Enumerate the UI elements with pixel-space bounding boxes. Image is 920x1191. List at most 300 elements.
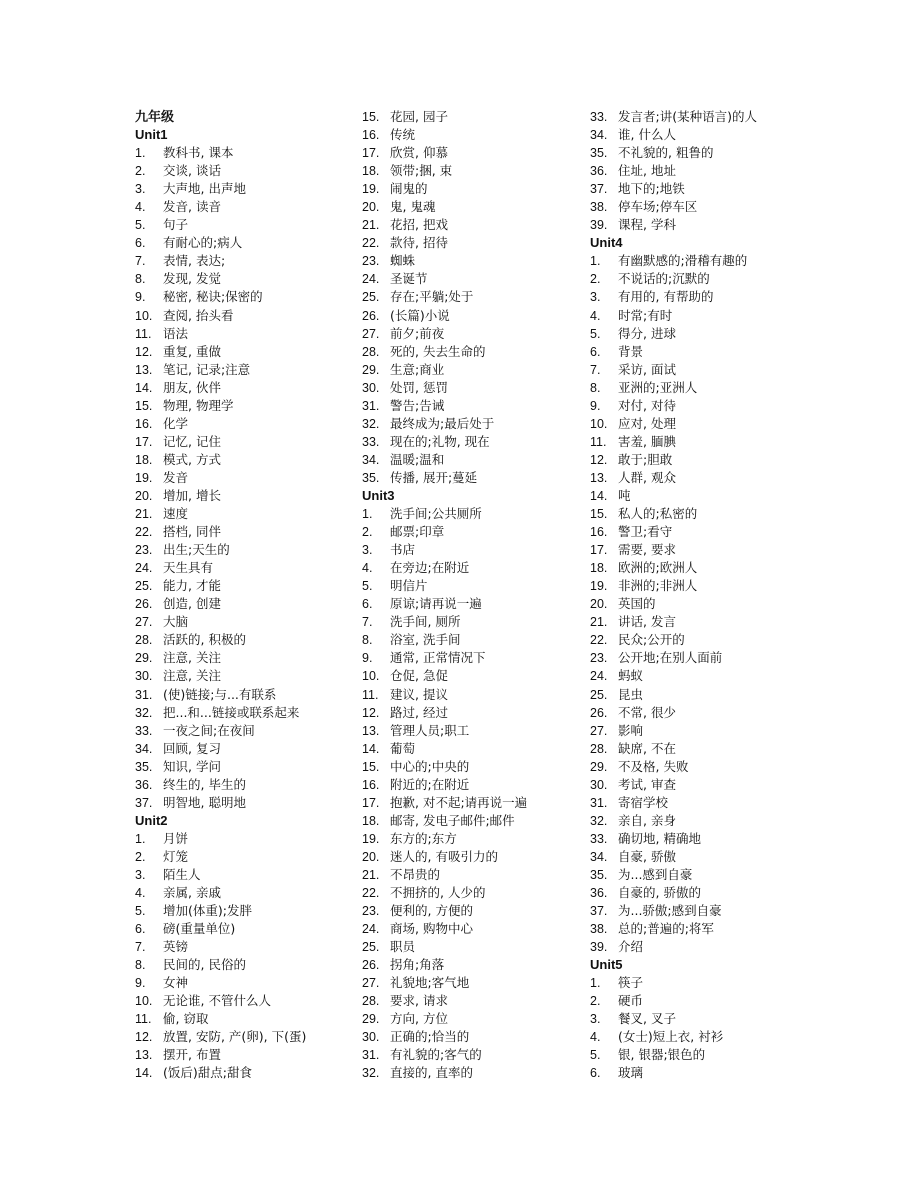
entry-number: 19. <box>135 470 153 485</box>
vocab-entry <box>362 397 582 415</box>
entry-meaning: 领带;捆, 束 <box>390 163 453 179</box>
entry-meaning: 不常, 很少 <box>618 704 676 720</box>
entry-number: 4. <box>590 1030 601 1045</box>
entry-number: 4. <box>135 886 146 901</box>
vocab-entry <box>590 920 820 938</box>
vocab-entry <box>362 415 582 433</box>
vocab-entry <box>362 704 582 722</box>
entry-meaning: 非洲的;非洲人 <box>618 578 698 594</box>
vocab-entry <box>590 415 820 433</box>
entry-meaning: 害羞, 腼腆 <box>618 433 676 449</box>
entry-number: 17. <box>362 146 380 161</box>
entry-meaning: 东方的;东方 <box>390 830 457 846</box>
vocab-entry <box>362 288 582 306</box>
entry-meaning: 考试, 审查 <box>618 776 676 792</box>
entry-number: 37. <box>590 182 608 197</box>
entry-meaning: 欣赏, 仰慕 <box>390 145 448 161</box>
entry-meaning: 注意, 关注 <box>163 668 221 684</box>
section-heading: Unit3 <box>362 487 395 503</box>
entry-number: 6. <box>135 922 146 937</box>
entry-number: 2. <box>362 525 373 540</box>
entry-meaning: 英镑 <box>163 939 189 955</box>
entry-meaning: 为...感到自豪 <box>618 866 693 882</box>
vocab-entry <box>135 505 355 523</box>
entry-meaning: 公开地;在别人面前 <box>618 650 723 666</box>
entry-meaning: 大脑 <box>163 614 189 630</box>
vocab-entry <box>362 938 582 956</box>
vocab-entry <box>362 974 582 992</box>
vocab-entry <box>135 595 355 613</box>
entry-meaning: 不昂贵的 <box>390 866 441 882</box>
entry-meaning: 搭档, 同伴 <box>163 524 221 540</box>
entry-meaning: 民间的, 民俗的 <box>163 957 246 973</box>
vocab-entry <box>590 722 820 740</box>
entry-number: 19. <box>362 182 380 197</box>
entry-meaning: 银, 银器;银色的 <box>618 1047 706 1063</box>
entry-meaning: 大声地, 出声地 <box>163 181 246 197</box>
entry-number: 32. <box>362 416 380 431</box>
entry-number: 4. <box>362 561 373 576</box>
entry-number: 13. <box>135 1048 153 1063</box>
entry-number: 2. <box>135 849 146 864</box>
vocab-entry <box>362 307 582 325</box>
vocab-entry <box>590 487 820 505</box>
entry-number: 14. <box>362 741 380 756</box>
vocab-entry <box>590 884 820 902</box>
entry-meaning: 浴室, 洗手间 <box>390 632 461 648</box>
entry-number: 1. <box>362 507 373 522</box>
entry-meaning: 在旁边;在附近 <box>390 560 470 576</box>
entry-meaning: 人群, 观众 <box>618 469 676 485</box>
entry-meaning: 正确的;恰当的 <box>390 1029 470 1045</box>
vocab-entry <box>135 162 355 180</box>
entry-meaning: 圣诞节 <box>390 271 428 287</box>
vocab-entry <box>362 198 582 216</box>
entry-number: 14. <box>135 1066 153 1081</box>
entry-meaning: 住址, 地址 <box>618 163 676 179</box>
vocab-entry <box>135 667 355 685</box>
entry-meaning: 便利的, 方便的 <box>390 903 473 919</box>
entry-meaning: 私人的;私密的 <box>618 506 698 522</box>
entry-meaning: (女士)短上衣, 衬衫 <box>618 1029 724 1045</box>
entry-number: 33. <box>362 434 380 449</box>
entry-meaning: 迷人的, 有吸引力的 <box>390 848 498 864</box>
vocab-entry <box>135 397 355 415</box>
vocab-entry <box>590 631 820 649</box>
vocab-entry <box>590 325 820 343</box>
vocab-entry <box>135 974 355 992</box>
entry-meaning: 礼貌地;客气地 <box>390 975 470 991</box>
vocab-entry <box>590 559 820 577</box>
entry-number: 5. <box>590 1048 601 1063</box>
vocab-entry <box>590 776 820 794</box>
entry-number: 9. <box>135 290 146 305</box>
entry-meaning: 速度 <box>163 506 189 522</box>
entry-number: 20. <box>135 488 153 503</box>
entry-meaning: 敢于;胆敢 <box>618 451 673 467</box>
vocab-entry <box>362 1010 582 1028</box>
entry-number: 28. <box>590 741 608 756</box>
vocab-entry <box>135 487 355 505</box>
entry-number: 30. <box>135 669 153 684</box>
entry-number: 17. <box>135 434 153 449</box>
entry-number: 11. <box>135 326 152 341</box>
vocab-entry <box>135 956 355 974</box>
entry-number: 6. <box>590 344 601 359</box>
vocab-entry <box>362 180 582 198</box>
vocab-entry <box>135 938 355 956</box>
entry-number: 33. <box>590 110 608 124</box>
vocab-entry <box>362 1064 582 1082</box>
vocab-entry <box>135 451 355 469</box>
entry-number: 30. <box>590 777 608 792</box>
vocab-entry <box>590 433 820 451</box>
entry-number: 5. <box>362 579 373 594</box>
vocab-entry <box>590 379 820 397</box>
entry-number: 6. <box>590 1066 601 1081</box>
vocab-entry <box>362 884 582 902</box>
vocab-entry <box>362 722 582 740</box>
entry-meaning: 出生;天生的 <box>163 542 230 558</box>
vocab-entry <box>135 343 355 361</box>
entry-meaning: 磅(重量单位) <box>163 921 236 937</box>
entry-number: 1. <box>135 146 146 161</box>
entry-number: 8. <box>362 633 373 648</box>
vocab-entry <box>590 505 820 523</box>
entry-number: 20. <box>362 200 380 215</box>
vocab-entry <box>135 992 355 1010</box>
entry-meaning: 拐角;角落 <box>390 957 445 973</box>
vocab-entry <box>362 667 582 685</box>
entry-number: 26. <box>590 705 608 720</box>
entry-meaning: (使)链接;与...有联系 <box>163 686 277 702</box>
vocab-entry <box>590 902 820 920</box>
entry-number: 22. <box>135 525 153 540</box>
vocab-entry <box>135 270 355 288</box>
vocab-entry <box>590 343 820 361</box>
vocab-entry <box>135 758 355 776</box>
entry-meaning: 介绍 <box>618 939 644 955</box>
entry-meaning: 前夕;前夜 <box>390 325 445 341</box>
entry-meaning: 谁, 什么人 <box>618 127 676 143</box>
vocab-entry <box>135 830 355 848</box>
entry-meaning: 葡萄 <box>390 740 416 756</box>
entry-number: 23. <box>135 543 153 558</box>
entry-number: 8. <box>135 272 146 287</box>
entry-meaning: 需要, 要求 <box>618 542 676 558</box>
entry-number: 19. <box>362 831 380 846</box>
entry-meaning: 温暖;温和 <box>390 451 445 467</box>
vocab-entry <box>362 992 582 1010</box>
entry-meaning: 月饼 <box>163 830 189 846</box>
entry-meaning: 死的, 失去生命的 <box>390 343 486 359</box>
entry-number: 17. <box>362 795 380 810</box>
entry-number: 15. <box>362 110 380 124</box>
entry-meaning: 存在;平躺;处于 <box>390 289 474 305</box>
entry-number: 22. <box>590 633 608 648</box>
vocab-entry <box>135 325 355 343</box>
entry-meaning: 仓促, 急促 <box>390 668 448 684</box>
entry-meaning: 花园, 园子 <box>390 109 448 124</box>
vocab-entry <box>362 252 582 270</box>
vocab-entry <box>590 252 820 270</box>
entry-meaning: 偷, 窃取 <box>163 1011 209 1027</box>
vocab-entry <box>590 270 820 288</box>
vocab-entry <box>590 541 820 559</box>
entry-number: 6. <box>362 597 373 612</box>
entry-meaning: 有用的, 有帮助的 <box>618 289 714 305</box>
entry-meaning: 记忆, 记住 <box>163 433 221 449</box>
entry-number: 5. <box>590 326 601 341</box>
vocab-entry <box>362 162 582 180</box>
entry-number: 24. <box>362 272 380 287</box>
entry-number: 18. <box>135 452 153 467</box>
entry-meaning: 洗手间, 厕所 <box>390 614 461 630</box>
entry-number: 28. <box>362 344 380 359</box>
entry-number: 2. <box>590 994 601 1009</box>
vocab-entry <box>362 794 582 812</box>
entry-number: 8. <box>135 958 146 973</box>
vocab-entry <box>590 397 820 415</box>
vocab-entry <box>362 505 582 523</box>
entry-meaning: 回顾, 复习 <box>163 740 221 756</box>
entry-number: 10. <box>590 416 608 431</box>
entry-meaning: 讲话, 发言 <box>618 614 676 630</box>
vocab-entry <box>590 866 820 884</box>
entry-meaning: 英国的 <box>618 596 656 612</box>
entry-meaning: 化学 <box>163 415 189 431</box>
entry-number: 26. <box>362 308 380 323</box>
entry-number: 37. <box>590 904 608 919</box>
entry-meaning: 亲自, 亲身 <box>618 812 676 828</box>
vocab-entry <box>362 649 582 667</box>
vocab-entry <box>590 938 820 956</box>
entry-meaning: 查阅, 抬头看 <box>163 307 234 323</box>
entry-number: 3. <box>590 1012 601 1027</box>
entry-meaning: 蚂蚁 <box>618 668 644 684</box>
entry-number: 21. <box>135 507 153 522</box>
vocab-entry <box>362 866 582 884</box>
entry-number: 25. <box>590 687 608 702</box>
vocab-entry <box>135 541 355 559</box>
entry-number: 25. <box>135 579 153 594</box>
entry-number: 4. <box>135 200 146 215</box>
vocab-entry <box>590 162 820 180</box>
entry-meaning: 句子 <box>163 217 189 233</box>
vocab-entry <box>590 361 820 379</box>
entry-meaning: 建议, 提议 <box>390 686 448 702</box>
vocab-entry <box>590 740 820 758</box>
entry-meaning: 模式, 方式 <box>163 451 221 467</box>
entry-number: 18. <box>590 561 608 576</box>
vocab-entry <box>362 848 582 866</box>
vocab-entry <box>135 631 355 649</box>
entry-number: 27. <box>362 976 380 991</box>
entry-meaning: 通常, 正常情况下 <box>390 650 486 666</box>
entry-number: 4. <box>590 308 601 323</box>
entry-meaning: 警卫;看守 <box>618 524 673 540</box>
entry-meaning: 朋友, 伙伴 <box>163 379 221 395</box>
entry-meaning: 自豪的, 骄傲的 <box>618 885 701 901</box>
vocab-entry <box>362 631 582 649</box>
entry-meaning: 亚洲的;亚洲人 <box>618 379 698 395</box>
entry-number: 20. <box>362 849 380 864</box>
vocab-entry <box>590 686 820 704</box>
entry-meaning: 一夜之间;在夜间 <box>163 722 255 738</box>
section-heading: Unit4 <box>590 235 623 251</box>
entry-number: 1. <box>590 976 601 991</box>
entry-meaning: 知识, 学问 <box>163 758 221 774</box>
entry-number: 37. <box>135 795 153 810</box>
vocab-entry <box>362 523 582 541</box>
entry-meaning: 书店 <box>390 542 416 558</box>
entry-meaning: 物理, 物理学 <box>163 397 234 413</box>
vocab-entry <box>590 613 820 631</box>
entry-meaning: 背景 <box>618 343 644 359</box>
entry-number: 8. <box>590 380 601 395</box>
entry-number: 17. <box>590 543 608 558</box>
entry-number: 24. <box>362 922 380 937</box>
entry-number: 2. <box>590 272 601 287</box>
entry-number: 9. <box>135 976 146 991</box>
entry-meaning: 得分, 进球 <box>618 325 676 341</box>
entry-meaning: 不及格, 失败 <box>618 758 689 774</box>
entry-meaning: 发现, 发觉 <box>163 271 221 287</box>
entry-number: 12. <box>135 1030 153 1045</box>
vocab-entry <box>590 794 820 812</box>
vocab-entry <box>590 126 820 144</box>
vocab-entry <box>590 704 820 722</box>
vocab-entry <box>362 144 582 162</box>
entry-number: 31. <box>362 1048 380 1063</box>
entry-meaning: 停车场;停车区 <box>618 199 698 215</box>
entry-meaning: 昆虫 <box>618 686 644 702</box>
entry-meaning: 邮票;印章 <box>390 524 445 540</box>
entry-meaning: 明智地, 聪明地 <box>163 794 246 810</box>
entry-meaning: 有幽默感的;滑稽有趣的 <box>618 253 748 269</box>
entry-number: 38. <box>590 200 608 215</box>
entry-number: 29. <box>590 759 608 774</box>
vocabulary-column-2 <box>362 108 582 1083</box>
entry-number: 31. <box>362 398 380 413</box>
entry-number: 16. <box>362 128 380 143</box>
section-heading: Unit2 <box>135 812 168 828</box>
vocab-entry <box>590 523 820 541</box>
entry-meaning: 增加, 增长 <box>163 487 221 503</box>
vocab-entry <box>590 108 820 126</box>
entry-number: 35. <box>590 867 608 882</box>
entry-meaning: 女神 <box>163 975 189 991</box>
vocab-entry <box>135 776 355 794</box>
entry-meaning: 缺席, 不在 <box>618 740 676 756</box>
entry-meaning: 职员 <box>390 939 416 955</box>
entry-meaning: 不说话的;沉默的 <box>618 271 710 287</box>
vocab-entry <box>590 577 820 595</box>
vocab-entry <box>362 902 582 920</box>
vocab-entry <box>590 307 820 325</box>
vocab-entry <box>362 343 582 361</box>
vocab-entry <box>362 812 582 830</box>
entry-meaning: 硬币 <box>618 993 644 1009</box>
entry-number: 21. <box>362 867 380 882</box>
entry-meaning: 款待, 招待 <box>390 235 448 251</box>
section-heading: 九年级 <box>135 109 175 124</box>
entry-meaning: 自豪, 骄傲 <box>618 848 676 864</box>
vocab-entry <box>590 216 820 234</box>
entry-number: 35. <box>135 759 153 774</box>
vocab-entry <box>135 577 355 595</box>
entry-number: 2. <box>135 164 146 179</box>
entry-number: 16. <box>135 416 153 431</box>
entry-number: 1. <box>135 831 146 846</box>
vocabulary-column-1 <box>135 108 355 1083</box>
entry-meaning: 课程, 学科 <box>618 217 676 233</box>
entry-number: 3. <box>135 867 146 882</box>
vocab-entry <box>590 812 820 830</box>
vocab-entry <box>135 433 355 451</box>
vocab-entry <box>135 559 355 577</box>
entry-number: 34. <box>135 741 153 756</box>
vocab-entry <box>362 920 582 938</box>
vocab-entry <box>362 216 582 234</box>
entry-meaning: 影响 <box>618 722 644 738</box>
vocab-entry <box>135 234 355 252</box>
entry-meaning: 有礼貌的;客气的 <box>390 1047 482 1063</box>
entry-number: 7. <box>135 254 146 269</box>
entry-meaning: 寄宿学校 <box>618 794 669 810</box>
entry-meaning: 增加(体重);发胖 <box>163 903 252 919</box>
entry-meaning: 闹鬼的 <box>390 181 428 197</box>
entry-number: 18. <box>362 813 380 828</box>
vocab-entry <box>590 848 820 866</box>
entry-meaning: 语法 <box>163 325 189 341</box>
entry-number: 34. <box>590 849 608 864</box>
entry-number: 12. <box>135 344 153 359</box>
entry-number: 11. <box>590 434 607 449</box>
entry-number: 32. <box>362 1066 380 1081</box>
entry-meaning: 中心的;中央的 <box>390 758 470 774</box>
entry-meaning: 把...和...链接或联系起来 <box>163 704 300 720</box>
vocab-entry <box>362 758 582 776</box>
vocab-entry <box>135 613 355 631</box>
vocab-entry <box>135 180 355 198</box>
entry-number: 36. <box>135 777 153 792</box>
entry-meaning: 商场, 购物中心 <box>390 921 473 937</box>
entry-meaning: 笔记, 记录;注意 <box>163 361 251 377</box>
entry-number: 15. <box>590 507 608 522</box>
vocab-entry <box>362 433 582 451</box>
entry-number: 9. <box>590 398 601 413</box>
vocab-entry <box>362 830 582 848</box>
entry-number: 25. <box>362 290 380 305</box>
entry-meaning: 鬼, 鬼魂 <box>390 199 436 215</box>
entry-number: 24. <box>590 669 608 684</box>
entry-number: 13. <box>590 470 608 485</box>
vocab-entry <box>590 1010 820 1028</box>
vocab-entry <box>362 559 582 577</box>
entry-meaning: 民众;公开的 <box>618 632 685 648</box>
entry-number: 13. <box>135 362 153 377</box>
entry-number: 31. <box>590 795 608 810</box>
entry-meaning: 要求, 请求 <box>390 993 448 1009</box>
vocab-entry <box>135 686 355 704</box>
entry-meaning: 附近的;在附近 <box>390 776 470 792</box>
vocab-entry <box>135 216 355 234</box>
entry-number: 29. <box>362 1012 380 1027</box>
vocab-entry <box>590 288 820 306</box>
vocab-entry <box>135 415 355 433</box>
entry-meaning: 原谅;请再说一遍 <box>390 596 482 612</box>
